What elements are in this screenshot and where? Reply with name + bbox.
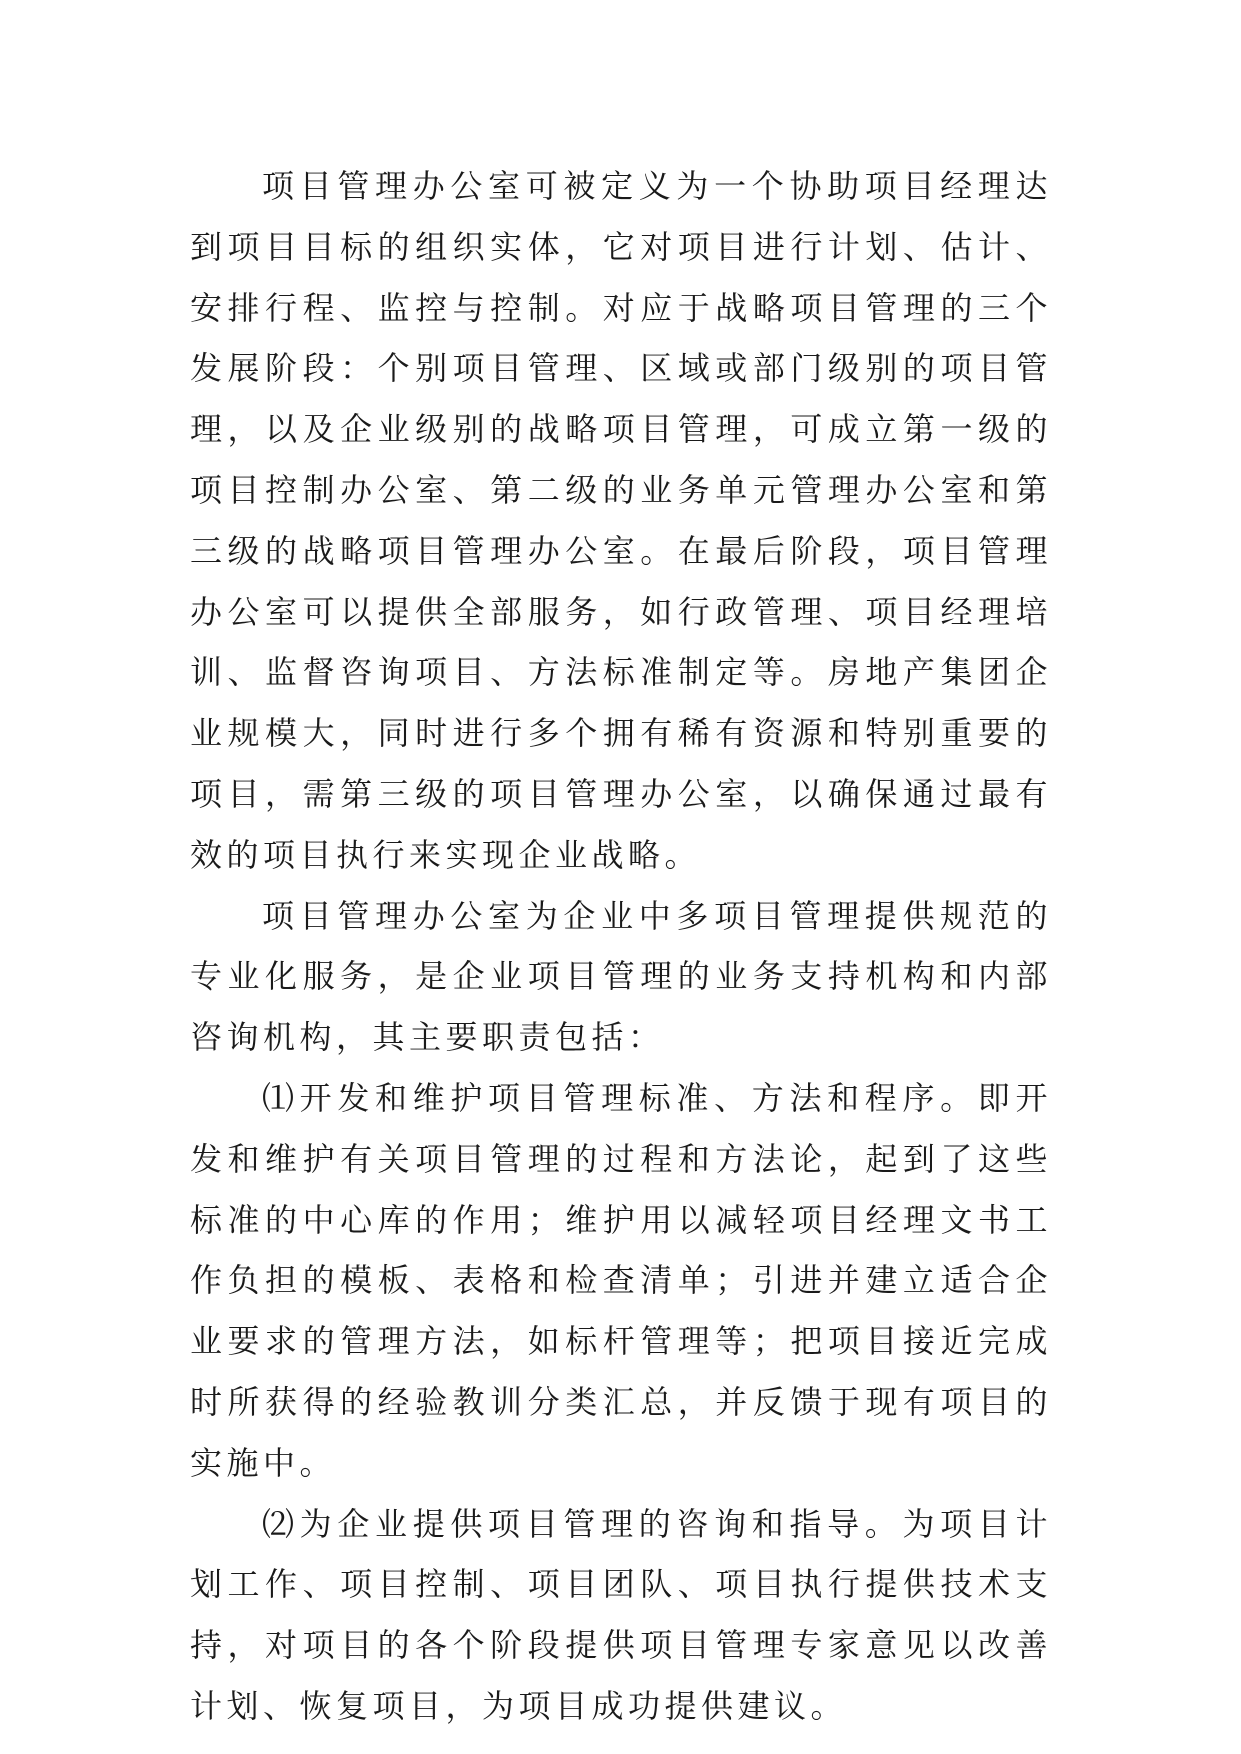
paragraph-duty-1: ⑴开发和维护项目管理标准、方法和程序。即开发和维护有关项目管理的过程和方法论，起到了这些标准的中心库的作用；维护用以减轻项目经理文书工作负担的模板、表格和检查清单；引进并建立适合企业要求的管理方法，如标杆管理等；把项目接近完成时所获得的经验教训分类汇总，并反馈于现有项目的实施中。 [190, 1078, 1052, 1482]
paragraph-duty-2: ⑵为企业提供项目管理的咨询和指导。为项目计划工作、项目控制、项目团队、项目执行提供技术支持，对项目的各个阶段提供项目管理专家意见以改善计划、恢复项目，为项目成功提供建议。 [190, 1504, 1052, 1725]
document-body [190, 156, 1052, 1737]
paragraph-pmo-services: 项目管理办公室为企业中多项目管理提供规范的专业化服务，是企业项目管理的业务支持机构和内部咨询机构，其主要职责包括： [190, 896, 1052, 1057]
paragraph-pmo-definition: 项目管理办公室可被定义为一个协助项目经理达到项目目标的组织实体，它对项目进行计划、估计、安排行程、监控与控制。对应于战略项目管理的三个发展阶段：个别项目管理、区域或部门级别的项目管理，以及企业级别的战略项目管理，可成立第一级的项目控制办公室、第二级的业务单元管理办公室和第三级的战略项目管理办公室。在最后阶段，项目管理办公室可以提供全部服务，如行政管理、项目经理培训、监督咨询项目、方法标准制定等。房地产集团企业规模大，同时进行多个拥有稀有资源和特别重要的项目，需第三级的项目管理办公室，以确保通过最有效的项目执行来实现企业战略。 [190, 167, 1052, 874]
